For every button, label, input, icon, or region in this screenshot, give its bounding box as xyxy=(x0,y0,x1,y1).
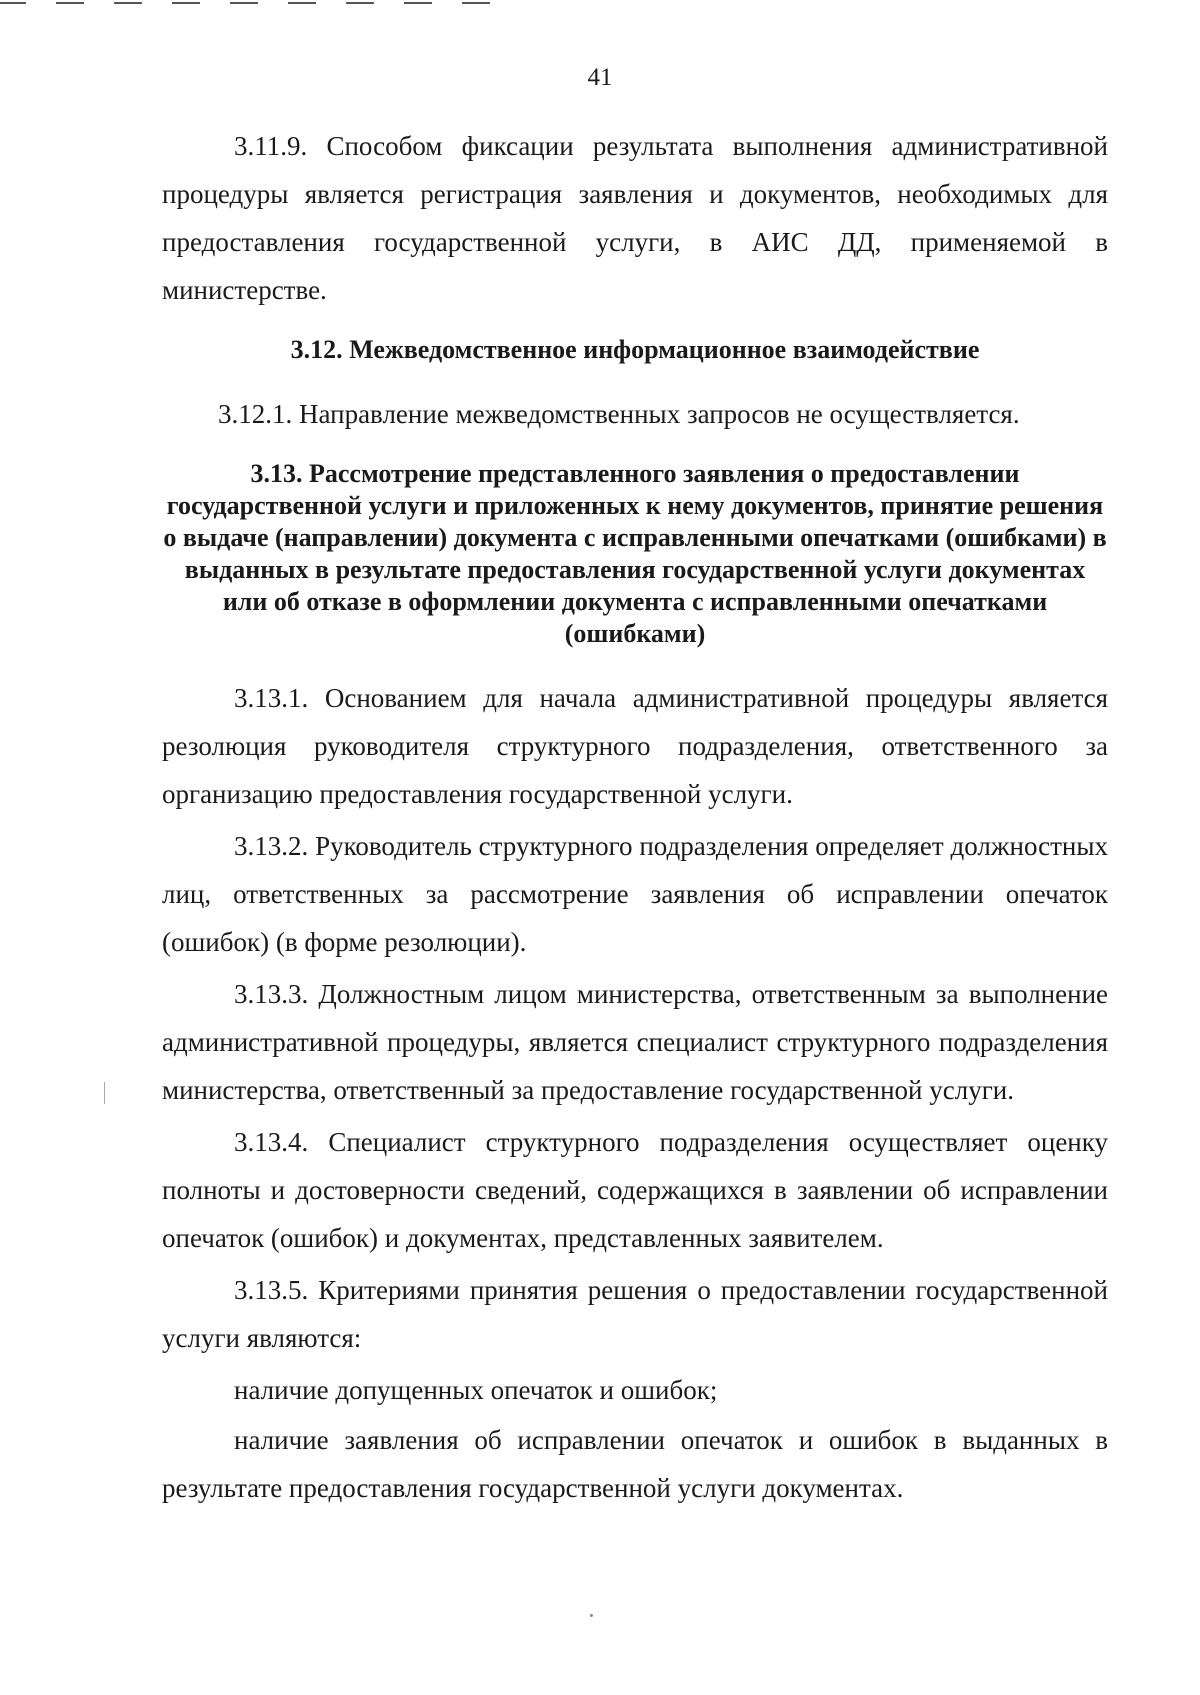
top-scan-dashes xyxy=(0,0,540,8)
paragraph-3-13-4: 3.13.4. Специалист структурного подразделения осуществляет оценку полноты и достоверности сведений, содержащихся в заявлении об исправлении опечаток (ошибок) и документах, представленных заявителем. xyxy=(162,1127,1108,1253)
criterion-item-2: наличие заявления об исправлении опечаток и ошибок в выданных в результате предоставления государственной услуги документах. xyxy=(162,1425,1108,1503)
scan-dot-mark xyxy=(590,1614,593,1617)
paragraph-3-12-1: 3.12.1. Направление межведомственных запросов не осуществляется. xyxy=(218,399,1020,429)
document-body xyxy=(162,122,1108,1516)
paragraph-3-13-2: 3.13.2. Руководитель структурного подразделения определяет должностных лиц, ответственных за рассмотрение заявления об исправлении опечаток (ошибок) (в форме резолюции). xyxy=(162,831,1108,957)
paragraph-3-13-1: 3.13.1. Основанием для начала административной процедуры является резолюция руководителя структурного подразделения, ответственного за организацию предоставления государственной услуги. xyxy=(162,683,1108,809)
paragraph-3-13-3: 3.13.3. Должностным лицом министерства, ответственным за выполнение административной процедуры, является специалист структурного подразделения министерства, ответственный за предоставление государственной услуги. xyxy=(162,979,1108,1105)
page-number: 41 xyxy=(587,64,613,91)
section-heading-3-13: 3.13. Рассмотрение представленного заявления о предоставлении государственной услуги и приложенных к нему документов, принятие решения о выдаче (направлении) документа с исправленными опечатками (ошибками) в выданных в результате предоставления государственной услуги документах или об отказе в оформлении документа с исправленными опечатками (ошибками) xyxy=(163,459,1107,648)
paragraph-3-11-9: 3.11.9. Способом фиксации результата выполнения административной процедуры является регистрация заявления и документов, необходимых для предоставления государственной услуги, в АИС ДД, применяемой в министерстве. xyxy=(162,131,1108,305)
paragraph-3-13-5: 3.13.5. Критериями принятия решения о предоставлении государственной услуги являются: xyxy=(162,1275,1108,1353)
scan-margin-mark xyxy=(104,1082,105,1104)
criterion-item-1: наличие допущенных опечаток и ошибок; xyxy=(234,1375,718,1405)
section-heading-3-12: 3.12. Межведомственное информационное взаимодействие xyxy=(290,335,980,364)
